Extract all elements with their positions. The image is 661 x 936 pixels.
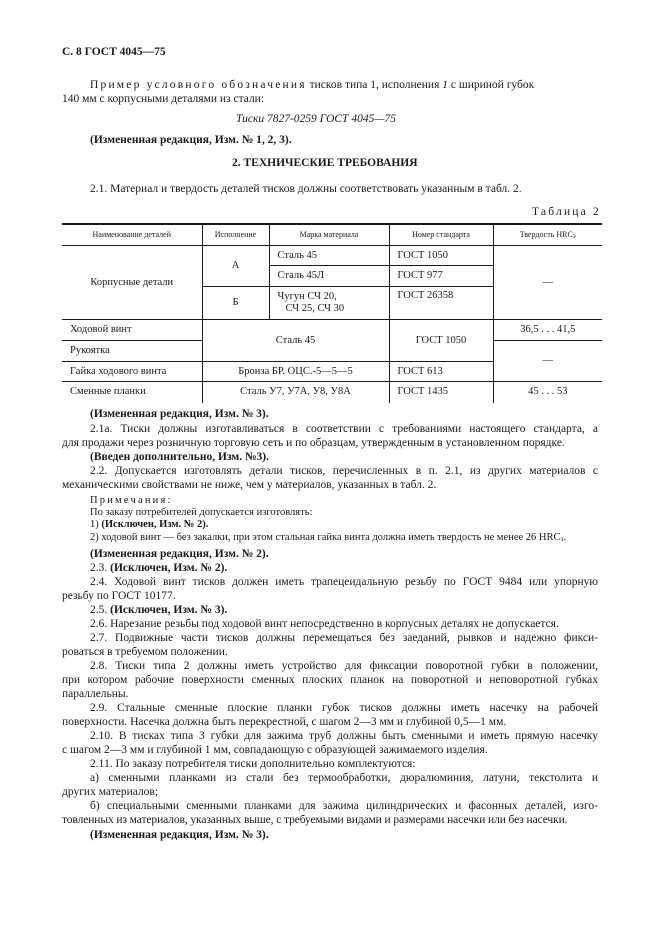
cell-tool-steel: Сталь У7, У7А, У8, У8А xyxy=(202,382,389,403)
paragraph-2-10-line-2: с шагом 2—3 мм и глубиной 1 мм, совпадающую с образующей зажимаемого изделия. xyxy=(62,744,488,756)
cell-variant-b: Б xyxy=(202,287,269,320)
paragraph-2-11a-line-2: других материалов; xyxy=(62,786,159,798)
section-title: 2. ТЕХНИЧЕСКИЕ ТРЕБОВАНИЯ xyxy=(232,157,418,169)
page-header: С. 8 ГОСТ 4045—75 xyxy=(62,46,166,58)
cell-handle: Рукоятка xyxy=(62,341,202,362)
cell-steel45-screw: Сталь 45 xyxy=(202,320,389,362)
added-note: (Введен дополнительно, Изм. №3). xyxy=(90,451,269,463)
cell-hardness-dash-1: — xyxy=(493,246,602,320)
cell-hardness-screw: 36,5 . . . 41,5 xyxy=(493,320,602,341)
cell-gost613: ГОСТ 613 xyxy=(389,362,493,382)
cell-gost977: ГОСТ 977 xyxy=(389,266,493,287)
paragraph-2-1: 2.1. Материал и твердость деталей тисков должны соответствовать указанным в табл. 2. xyxy=(90,183,522,195)
paragraph-2-1a-line-1: 2.1а. Тиски должны изготавливаться в соответствии с требованиями настоящего стандарта, а xyxy=(90,423,598,435)
cell-hardness-jaws: 45 . . . 53 xyxy=(493,382,602,403)
cell-body-parts: Корпусные детали xyxy=(62,246,202,320)
example-designation: Тиски 7827-0259 ГОСТ 4045—75 xyxy=(236,113,397,125)
table-header-row xyxy=(62,224,602,246)
example-line-1 xyxy=(90,78,534,92)
table-row xyxy=(62,246,602,266)
header-standard: Номер стандарта xyxy=(389,224,493,246)
paragraph-2-11b-line-1: б) специальными сменными планками для зажима цилиндрических и фасонных деталей, изго- xyxy=(90,800,598,812)
paragraph-2-1a-line-2: для продажи через розничную торговую сеть и по образцам, утвержденным в установленном порядке. xyxy=(62,437,565,449)
paragraph-2-4-line-1: 2.4. Ходовой винт тисков должен иметь трапецеидальную резьбу по ГОСТ 9484 или упорную xyxy=(90,576,598,588)
cell-cast-iron: Чугун СЧ 20, СЧ 25, СЧ 30 xyxy=(269,287,389,320)
edition-note-3b: (Измененная редакция, Изм. № 3). xyxy=(90,829,269,841)
example-variant: 1 xyxy=(442,79,448,91)
cell-gost1050: ГОСТ 1050 xyxy=(389,246,493,266)
note-2: 2) ходовой винт — без закалки, при этом стальная гайка винта должна иметь твердость не менее 26 HRCэ. xyxy=(90,532,567,543)
paragraph-2-8-line-1: 2.8. Тиски типа 2 должны иметь устройство для фиксации поворотной губки в положении, xyxy=(90,660,598,672)
paragraph-2-10-line-1: 2.10. В тисках типа 3 губки для зажима труб должны быть сменными и иметь прямую насечку xyxy=(90,730,598,742)
edition-note-2: (Измененная редакция, Изм. № 2). xyxy=(90,548,269,560)
paragraph-2-7-line-1: 2.7. Подвижные части тисков должны перемещаться без заеданий, рывков и надежно фикси- xyxy=(90,632,598,644)
paragraph-2-8-line-3: параллельны. xyxy=(62,688,129,700)
header-material: Марка материала xyxy=(269,224,389,246)
edition-note-3a: (Измененная редакция, Изм. № 3). xyxy=(90,408,269,420)
cell-gost1435: ГОСТ 1435 xyxy=(389,382,493,403)
cell-variant-a: А xyxy=(202,246,269,287)
table-row xyxy=(62,382,602,403)
notes-intro: По заказу потребителей допускается изготовлять: xyxy=(90,507,313,518)
paragraph-2-9-line-2: поверхности. Насечка должна быть перекрестной, с шагом 2—3 мм и глубиной 0,5—1 мм. xyxy=(62,716,507,728)
note-1: 1) (Исключен, Изм. № 2). xyxy=(90,519,209,530)
paragraph-2-6: 2.6. Нарезание резьбы под ходовой винт непосредственно в корпусных деталях не допускается. xyxy=(90,618,559,630)
example-tail: с шириной губок xyxy=(450,79,535,91)
header-hardness: Твердость HRCэ xyxy=(493,224,602,246)
paragraph-2-2-line-1: 2.2. Допускается изготовлять детали тисков, перечисленных в п. 2.1, из других материалов с xyxy=(90,465,598,477)
notes-title: Примечания: xyxy=(90,495,173,506)
paragraph-2-8-line-2: при котором рабочие поверхности сменных плоских планок на поворотной и неповоротной губках xyxy=(62,674,598,686)
table-caption: Таблица 2 xyxy=(532,206,601,218)
cell-gost1050-screw: ГОСТ 1050 xyxy=(389,320,493,362)
cell-steel45l: Сталь 45Л xyxy=(269,266,389,287)
cell-steel45: Сталь 45 xyxy=(269,246,389,266)
cell-jaws: Сменные планки xyxy=(70,386,146,398)
cell-hardness-dash-2: — xyxy=(493,341,602,382)
example-line-2: 140 мм с корпусными деталями из стали: xyxy=(62,93,265,105)
paragraph-2-11: 2.11. По заказу потребителя тиски дополнительно комплектуются: xyxy=(90,758,416,770)
paragraph-2-3: 2.3. (Исключен, Изм. № 2). xyxy=(90,562,228,574)
paragraph-2-2-line-2: механическими свойствами не ниже, чем у материалов, указанных в табл. 2. xyxy=(62,479,437,491)
paragraph-2-11b-line-2: товленных из материалов, указанных выше, с требуемыми видами и размерами насечки или без насечки. xyxy=(62,814,568,826)
cell-bronze: Бронза БР. ОЦС.-5—5—5 xyxy=(202,362,389,382)
example-lead: Пример условного обозначения xyxy=(90,79,307,91)
paragraph-2-5: 2.5. (Исключен, Изм. № 3). xyxy=(90,604,228,616)
header-variant: Исполнение xyxy=(202,224,269,246)
paragraph-2-11a-line-1: а) сменными планками из стали без термообработки, дюралюминия, латуни, текстолита и xyxy=(90,772,598,784)
edition-note-1: (Измененная редакция, Изм. № 1, 2, 3). xyxy=(90,134,292,146)
materials-table xyxy=(62,223,602,403)
example-rest: тисков типа 1, исполнения xyxy=(309,79,440,91)
header-part: Наименование деталей xyxy=(62,224,202,246)
paragraph-2-9-line-1: 2.9. Стальные сменные плоские планки губок тисков должны иметь насечку на рабочей xyxy=(90,702,598,714)
cell-lead-screw: Ходовой винт xyxy=(62,320,202,341)
cell-nut: Гайка ходового винта xyxy=(62,362,202,382)
table-row xyxy=(62,320,602,341)
paragraph-2-7-line-2: роваться в требуемом положении. xyxy=(62,646,228,658)
cell-gost26358: ГОСТ 26358 xyxy=(389,287,493,320)
paragraph-2-4-line-2: резьбу по ГОСТ 10177. xyxy=(62,590,176,602)
